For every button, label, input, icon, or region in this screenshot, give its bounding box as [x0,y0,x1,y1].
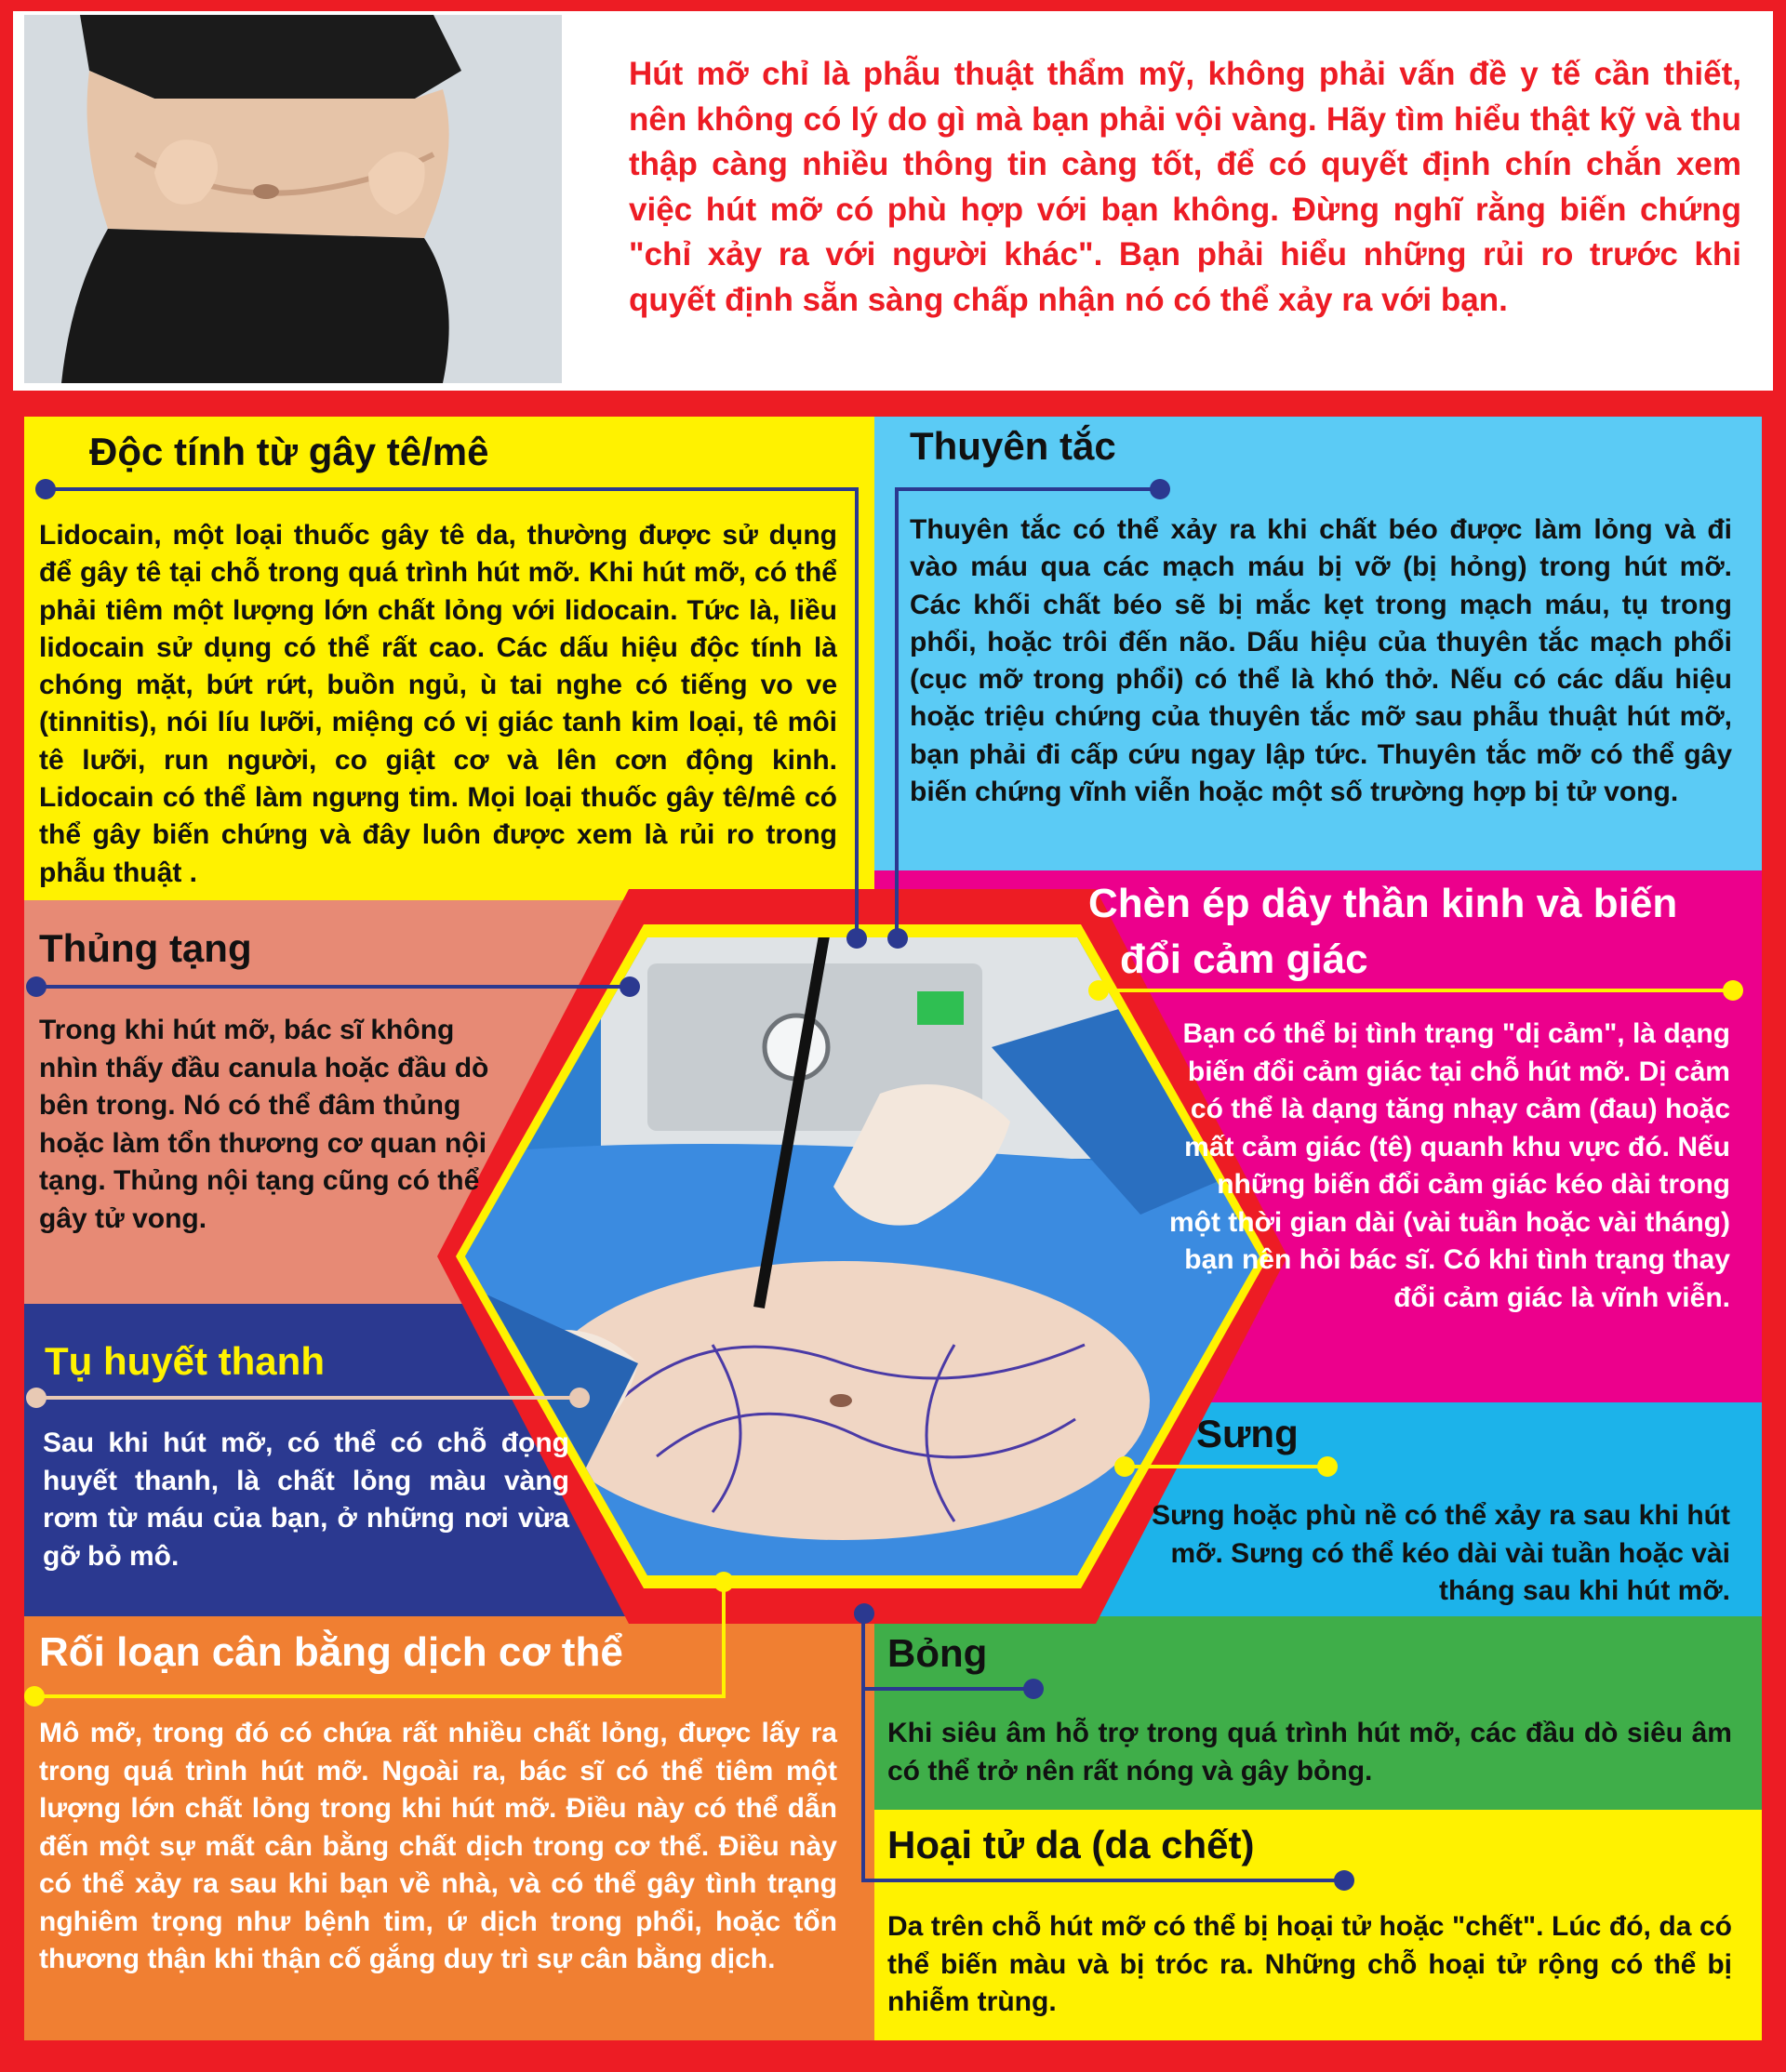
section-body-anesthesia: Lidocain, một loại thuốc gây tê da, thường được sử dụng để gây tê tại chỗ trong quá trình hút mỡ. Khi hút mỡ, có thể phải tiêm một lượng lớn chất lỏng với lidocain. Tức là, liều lidocain sử dụng có thể rất cao. Các dấu hiệu độc tính là chóng mặt, bứt rứt, buồn ngủ, ù tai nghe có tiếng vo ve (tinnitis), nói líu lưỡi, miệng có vị giác tanh kim loại, tê môi tê lưỡi, run người, co giật cơ và lên cơn động kinh. Lidocain có thể làm ngưng tim. Mọi loại thuốc gây tê/mê có thể gây biến chứng và đây luôn được xem là rủi ro trong phẫu thuật . [39,520,837,888]
section-body-perforation: Trong khi hút mỡ, bác sĩ không nhìn thấy đầu canula hoặc đầu dò bên trong. Nó có thể đâm thủng hoặc làm tổn thương cơ quan nội tạng. Thủng nội tạng cũng có thể gây tử vong. [39,1015,489,1234]
connector-embolism [897,487,1166,491]
section-title-necrosis: Hoại tử da (da chết) [887,1823,1255,1866]
abdomen-photo [24,15,562,383]
connector-dot [35,479,56,499]
connector-swelling [1126,1465,1326,1468]
section-title-nerve-line2: đổi cảm giác [1120,936,1368,982]
connector-dot [1150,479,1170,499]
section-body-necrosis: Da trên chỗ hút mỡ có thể bị hoại tử hoặc "chết". Lúc đó, da có thể biến màu và bị tróc ra. Những chỗ hoại tử rộng có thể bị nhiễm trùng. [887,1911,1732,2017]
section-body-embolism: Thuyên tắc có thể xảy ra khi chất béo được làm lỏng và đi vào máu qua các mạch máu bị vỡ (bị hỏng) trong hút mỡ. Các khối chất béo sẽ bị mắc kẹt trong mạch máu, tụ trong phổi, hoặc trôi đến não. Dấu hiệu của thuyên tắc mạch phổi (cục mỡ trong phổi) có thể là khó thở. Nếu có các dấu hiệu hoặc triệu chứng của thuyên tắc mỡ sau phẫu thuật hút mỡ, bạn phải đi cấp cứu ngay lập tức. Thuyên tắc mỡ có thể gây biến chứng vĩnh viễn hoặc một số trường hợp bị tử vong. [910,514,1732,808]
connector-anesthesia-vertical [855,487,859,939]
connector-dot [26,976,47,997]
connector-necrosis [861,1879,1345,1882]
connector-burns-vertical [861,1614,865,1882]
section-title-embolism: Thuyên tắc [910,424,1116,468]
connector-anesthesia [43,487,858,491]
section-body-swelling: Sưng hoặc phù nề có thể xảy ra sau khi hút mỡ. Sưng có thể kéo dài vài tuần hoặc vài tháng sau khi hút mỡ. [1152,1500,1730,1606]
connector-dot [24,1686,45,1707]
connector-dot [854,1603,874,1624]
intro-text: Hút mỡ chỉ là phẫu thuật thẩm mỹ, không phải vấn đề y tế cần thiết, nên không có lý do gì mà bạn phải vội vàng. Hãy tìm hiểu thật kỹ và thu thập càng nhiều thông tin càng tốt, để có quyết định chín chắn xem việc hút mỡ có phù hợp với bạn không. Đừng nghĩ rằng biến chứng "chỉ xảy ra với người khác". Bạn phải hiểu những rủi ro trước khi quyết định sẵn sàng chấp nhận nó có thể xảy ra với bạn. [629,56,1741,318]
section-title-swelling: Sưng [1196,1412,1299,1455]
connector-dot [1334,1870,1354,1891]
connector-dot [713,1572,734,1592]
connector-fluid-vertical [722,1581,726,1698]
section-title-seroma: Tụ huyết thanh [45,1339,325,1383]
connector-fluid [33,1694,726,1698]
connector-dot [887,928,908,949]
connector-dot [569,1388,590,1408]
connector-dot [1023,1679,1044,1699]
connector-burns [863,1687,1034,1691]
connector-dot [846,928,867,949]
section-body-burns: Khi siêu âm hỗ trợ trong quá trình hút mỡ, các đầu dò siêu âm có thể trở nên rất nóng và gây bỏng. [887,1718,1732,1786]
section-body-fluid: Mô mỡ, trong đó có chứa rất nhiều chất lỏng, được lấy ra trong quá trình hút mỡ. Ngoài ra, bác sĩ có thể tiêm một lượng lớn chất lỏng trong khi hút mỡ. Điều này có thể dẫn đến một sự mất cân bằng chất dịch trong cơ thể. Điều này có thể xảy ra sau khi bạn về nhà, và có thể gây tình trạng nghiêm trọng như bệnh tim, ứ dịch trong phổi, hoặc tổn thương thận khi thận cố gắng duy trì sự cân bằng dịch. [39,1718,837,1974]
connector-perforation [35,985,627,989]
section-body-nerve: Bạn có thể bị tình trạng "dị cảm", là dạng biến đổi cảm giác tại chỗ hút mỡ. Dị cảm có thể là dạng tăng nhạy cảm (đau) hoặc mất cảm giác (tê) quanh khu vực đó. Nếu những biến đổi cảm giác kéo dài trong một thời gian dài (vài tuần hoặc vài tháng) bạn nên hỏi bác sĩ. Có khi tình trạng thay đổi cảm giác là vĩnh viễn. [1168,1018,1730,1313]
connector-nerve [1100,989,1732,992]
connector-dot [620,976,640,997]
section-title-burns: Bỏng [887,1631,988,1675]
connector-dot [1317,1456,1338,1477]
connector-embolism-vertical [895,487,899,939]
connector-dot [1114,1456,1135,1477]
connector-dot [26,1388,47,1408]
section-title-anesthesia: Độc tính từ gây tê/mê [89,430,489,473]
section-title-fluid: Rối loạn cân bằng dịch cơ thể [39,1629,623,1675]
section-title-nerve [1088,876,1739,988]
section-title-perforation: Thủng tạng [39,926,252,970]
connector-seroma [35,1396,580,1400]
section-body-seroma: Sau khi hút mỡ, có thể có chỗ đọng huyết thanh, là chất lỏng màu vàng rơm từ máu của bạn, ở những nơi vừa gỡ bỏ mô. [43,1428,569,1572]
section-title-nerve-line1: Chèn ép dây thần kinh và biến [1088,881,1678,926]
